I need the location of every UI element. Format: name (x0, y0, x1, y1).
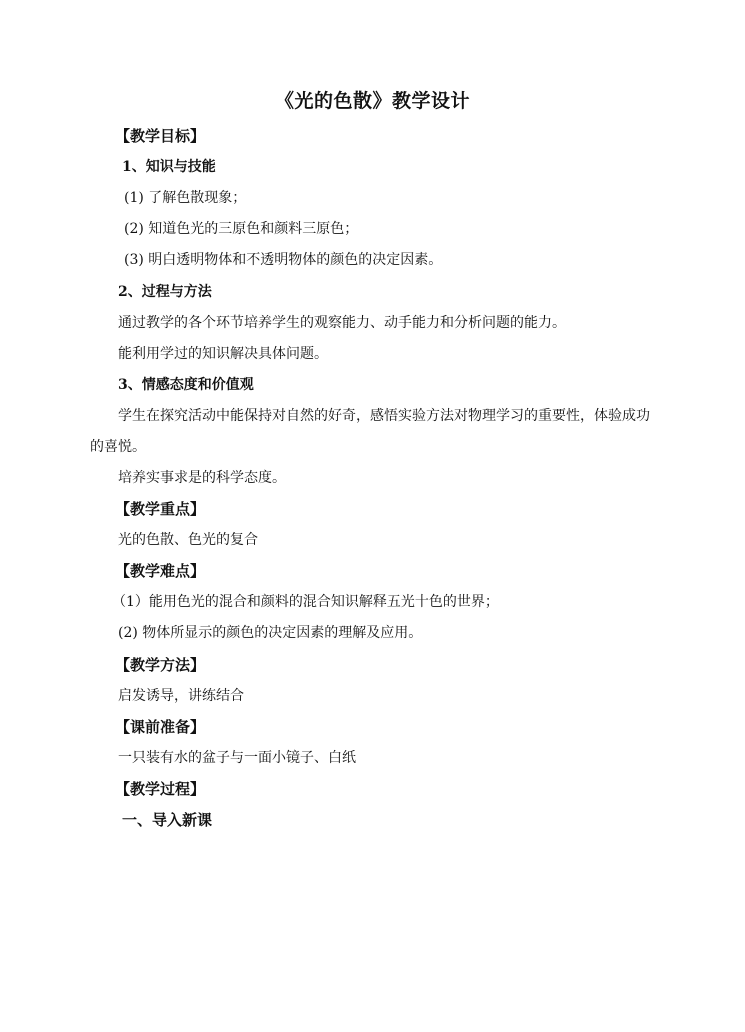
process-line-2: 能利用学过的知识解决具体问题。 (118, 346, 328, 362)
document-title: 《光的色散》教学设计 (274, 90, 470, 112)
methods-heading: 【教学方法】 (115, 656, 206, 674)
teaching-process-heading: 【教学过程】 (115, 780, 206, 798)
process-line-1: 通过教学的各个环节培养学生的观察能力、动手能力和分析问题的能力。 (118, 315, 566, 331)
objectives-heading: 【教学目标】 (115, 127, 206, 145)
preparation-heading: 【课前准备】 (115, 718, 206, 736)
attitude-heading: 3、情感态度和价值观 (118, 377, 254, 393)
key-points-text: 光的色散、色光的复合 (118, 532, 258, 548)
knowledge-item-3: (3) 明白透明物体和不透明物体的颜色的决定因素。 (124, 252, 443, 268)
knowledge-item-2: (2) 知道色光的三原色和颜料三原色； (124, 221, 359, 237)
key-points-heading: 【教学重点】 (115, 500, 206, 518)
methods-text: 启发诱导，讲练结合 (118, 688, 244, 704)
attitude-paragraph: 学生在探究活动中能保持对自然的好奇，感悟实验方法对物理学习的重要性，体验成功的喜悦。 (90, 408, 650, 455)
knowledge-skills-heading: 1、知识与技能 (122, 159, 216, 175)
difficulty-item-1: （1）能用色光的混合和颜料的混合知识解释五光十色的世界； (112, 594, 499, 610)
attitude-line-2: 培养实事求是的科学态度。 (118, 470, 286, 486)
process-methods-heading: 2、过程与方法 (118, 284, 212, 300)
difficulty-item-2: (2) 物体所显示的颜色的决定因素的理解及应用。 (118, 625, 423, 641)
intro-new-lesson-heading: 一、导入新课 (122, 811, 213, 829)
knowledge-item-1: (1) 了解色散现象； (124, 190, 247, 206)
preparation-text: 一只装有水的盆子与一面小镜子、白纸 (118, 750, 356, 766)
difficulties-heading: 【教学难点】 (115, 562, 206, 580)
